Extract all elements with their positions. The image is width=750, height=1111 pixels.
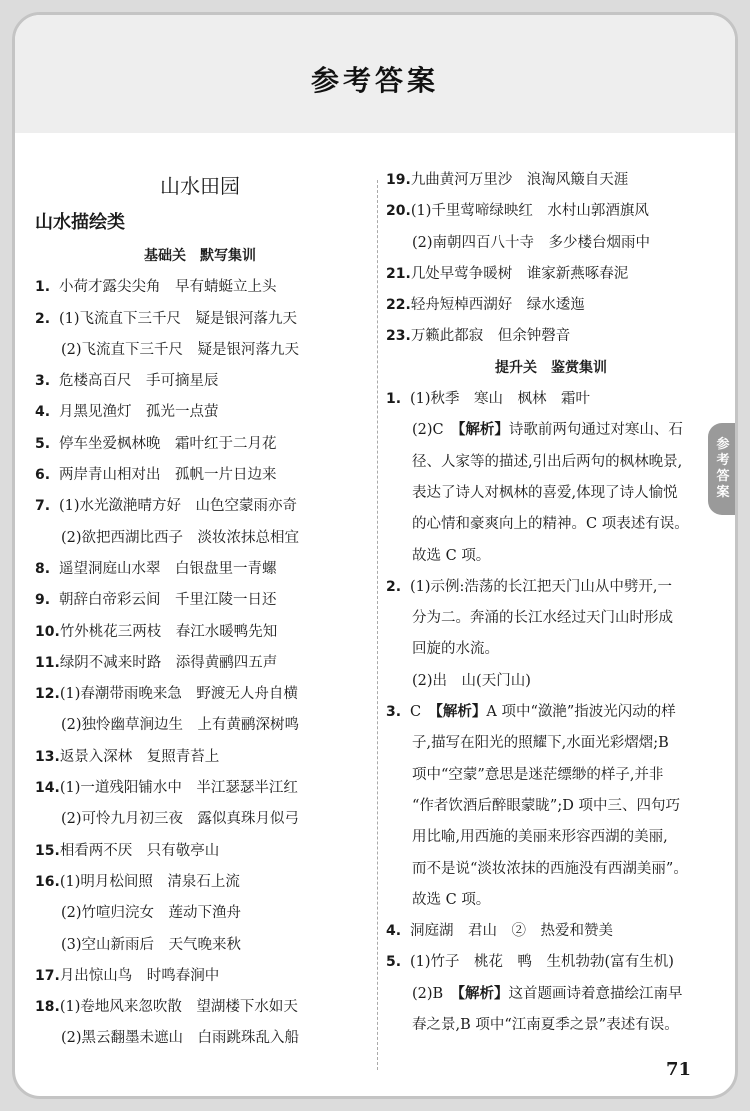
answer-text: 洞庭湖 君山 ② 热爱和赞美 [410,923,613,940]
answer-text: 子,描写在阳光的照耀下,水面光彩熠熠;B [412,735,669,752]
answer-line [35,585,365,616]
answer-text: (1)卷地风来忽吹散 望湖楼下水如天 [59,999,298,1016]
right-column [386,165,716,1041]
answer-number: 1. [35,279,51,296]
answer-number: 8. [35,560,51,577]
answer-line [386,165,716,196]
answer-text: 小荷才露尖尖角 早有蜻蜓立上头 [59,279,277,296]
answer-text: 项中“空蒙”意思是迷茫缥缈的样子,并非 [412,766,664,783]
answer-line [386,728,716,759]
answer-text: (2)黑云翻墨未遮山 白雨跳珠乱入船 [61,1030,300,1047]
answer-text: 几处早莺争暖树 谁家新燕啄春泥 [410,265,629,282]
answer-text: (1)明月松间照 清泉石上流 [59,873,240,890]
answer-number: 13. [35,748,60,765]
answer-number: 18. [35,999,60,1016]
answer-number: 16. [35,873,60,890]
answer-text: 九曲黄河万里沙 浪淘风簸自天涯 [410,172,629,188]
answer-text: (1)千里莺啼绿映红 水村山郭酒旗风 [410,203,649,220]
answer-line [35,366,365,397]
answer-line [35,930,365,961]
answer-text: 分为二。奔涌的长江水经过天门山时形成 [412,610,673,627]
answer-line [386,228,716,259]
answer-line [35,397,365,428]
answer-line [35,836,365,867]
section-title: 山水田园 [160,174,240,198]
answer-text: 故选 C 项。 [412,891,491,908]
answer-line [386,854,716,885]
answer-text: “作者饮酒后醉眼蒙眬”;D 项中三、四句巧 [412,797,680,814]
answer-line [35,710,365,741]
answer-line [35,429,365,460]
category-title: 山水描绘类 [35,212,125,233]
page-title: 参考答案 [310,64,439,97]
answer-text: (1)春潮带雨晚来急 野渡无人舟自横 [59,686,298,703]
answer-number: 4. [386,923,402,940]
side-tab-char: 答 [716,469,730,484]
side-tab-char: 案 [716,485,730,500]
answer-text: A 项中“潋滟”指波光闪动的样 [486,704,676,721]
answer-line [386,634,716,665]
answer-line [386,822,716,853]
answer-number: 2. [386,578,402,595]
answer-text: C [410,704,436,721]
answer-text: 两岸青山相对出 孤帆一片日边来 [59,467,277,484]
answer-line [386,760,716,791]
answer-text: (2)C [412,422,459,439]
answer-text: (1)秋季 寒山 枫林 霜叶 [410,391,591,408]
answer-number: 14. [35,780,60,797]
column-divider [377,180,378,1070]
answer-line [386,196,716,227]
answer-number: 15. [35,842,60,859]
answer-line [35,617,365,648]
answer-line [386,321,716,352]
answer-line [386,541,716,572]
answer-number: 1. [386,391,402,408]
answer-text: 诗歌前两句通过对寒山、石 [508,422,683,439]
answer-number: 5. [386,954,402,971]
answer-text: 的心情和豪爽向上的精神。C 项表述有误。 [412,516,689,533]
answer-number: 6. [35,467,51,484]
analysis-tag: 【解析】 [457,985,509,1002]
left-column [35,165,365,1055]
right-answer-list-bottom [386,384,716,1041]
answer-line [386,447,716,478]
answer-number: 4. [35,404,51,421]
answer-text: 这首题画诗着意描绘江南早 [508,985,683,1002]
answer-line [386,947,716,978]
answer-line [386,509,716,540]
answer-text: (1)示例:浩荡的长江把天门山从中劈开,一 [410,578,673,595]
answer-text: 相看两不厌 只有敬亭山 [59,842,220,859]
answer-text: 用比喻,用西施的美丽来形容西湖的美丽, [412,829,668,846]
answer-line [35,898,365,929]
side-tab-char: 考 [716,453,730,468]
answer-line [386,1010,716,1041]
answer-text: 朝辞白帝彩云间 千里江陵一日还 [59,592,277,609]
answer-line [386,415,716,446]
answer-text: (2)竹喧归浣女 莲动下渔舟 [61,905,242,922]
answer-number: 17. [35,967,60,984]
answer-text: (2)B [412,985,458,1002]
answer-line [35,460,365,491]
answer-line [35,523,365,554]
answer-line [35,304,365,335]
answer-line [35,491,365,522]
answer-number: 22. [386,297,411,314]
answer-number: 19. [386,172,411,188]
page-number: 71 [665,1059,691,1080]
answer-text: (2)南朝四百八十寺 多少楼台烟雨中 [412,234,651,251]
answer-number: 5. [35,435,51,452]
answer-text: 返景入深林 复照青苔上 [59,748,220,765]
answer-text: 故选 C 项。 [412,547,491,564]
answer-text: (1)水光潋滟晴方好 山色空蒙雨亦奇 [59,498,298,515]
answer-number: 12. [35,686,60,703]
answer-text: 而不是说“淡妆浓抹的西施没有西湖美丽”。 [412,860,688,877]
answer-line [35,335,365,366]
answer-line [35,1023,365,1054]
answer-number: 9. [35,592,51,609]
answer-line [35,679,365,710]
answer-text: 轻舟短棹西湖好 绿水逶迤 [410,297,585,314]
answer-number: 3. [35,373,51,390]
answer-text: 月黑见渔灯 孤光一点萤 [59,404,219,421]
side-tab [708,423,738,515]
answer-text: (2)出 山(天门山) [412,672,531,689]
subhead-advanced: 提升关 鉴赏集训 [495,359,607,376]
answer-number: 3. [386,704,402,721]
subhead-basic: 基础关 默写集训 [144,248,256,264]
answer-line [35,272,365,303]
answer-line [386,791,716,822]
answer-text: (2)独怜幽草涧边生 上有黄鹂深树鸣 [61,717,300,734]
answer-text: 回旋的水流。 [412,641,499,658]
answer-line [386,666,716,697]
right-answer-list-top [386,165,716,353]
answer-number: 11. [35,654,60,671]
answer-text: (2)欲把西湖比西子 淡妆浓抹总相宜 [61,529,300,546]
answer-line [35,554,365,585]
answer-line [386,384,716,415]
answer-text: (2)飞流直下三千尺 疑是银河落九天 [61,341,300,358]
answer-line [386,603,716,634]
answer-text: 表达了诗人对枫林的喜爱,体现了诗人愉悦 [412,484,678,501]
answer-number: 10. [35,623,60,640]
answer-line [35,992,365,1023]
answer-text: (1)一道残阳铺水中 半江瑟瑟半江红 [59,780,298,797]
left-answer-list [35,272,365,1054]
answer-text: 遥望洞庭山水翠 白银盘里一青螺 [59,560,277,577]
answer-line [386,885,716,916]
answer-number: 7. [35,498,51,515]
answer-line [386,259,716,290]
answer-line [35,773,365,804]
analysis-tag: 【解析】 [458,422,509,439]
answer-number: 2. [35,310,51,327]
answer-text: (1)飞流直下三千尺 疑是银河落九天 [59,310,298,327]
answer-text: (2)可怜九月初三夜 露似真珠月似弓 [61,811,300,828]
answer-line [386,572,716,603]
analysis-tag: 【解析】 [435,704,487,721]
answer-text: 万籁此都寂 但余钟磬音 [410,328,571,345]
answer-line [35,961,365,992]
answer-number: 23. [386,328,411,345]
answer-text: 停车坐爱枫林晚 霜叶红于二月花 [59,435,277,452]
answer-text: (3)空山新雨后 天气晚来秋 [61,936,242,953]
answer-text: 危楼高百尺 手可摘星辰 [59,373,219,390]
answer-text: 春之景,B 项中“江南夏季之景”表述有误。 [412,1017,679,1034]
answer-line [386,697,716,728]
answer-number: 21. [386,265,411,282]
answer-line [386,290,716,321]
page-header [15,15,735,133]
answer-text: 月出惊山鸟 时鸣春涧中 [59,967,220,984]
answer-text: 径、人家等的描述,引出后两句的枫林晚景, [412,453,683,470]
answer-line [35,867,365,898]
answer-text: 绿阴不减来时路 添得黄鹂四五声 [59,654,278,671]
answer-line [35,804,365,835]
answer-line [386,478,716,509]
side-tab-char: 参 [716,437,730,452]
answer-number: 20. [386,203,411,220]
answer-line [386,916,716,947]
answer-line [35,742,365,773]
answer-text: 竹外桃花三两枝 春江水暖鸭先知 [59,623,278,640]
answer-line [35,648,365,679]
answer-page [12,12,738,1099]
answer-text: (1)竹子 桃花 鸭 生机勃勃(富有生机) [410,954,674,971]
answer-line [386,979,716,1010]
